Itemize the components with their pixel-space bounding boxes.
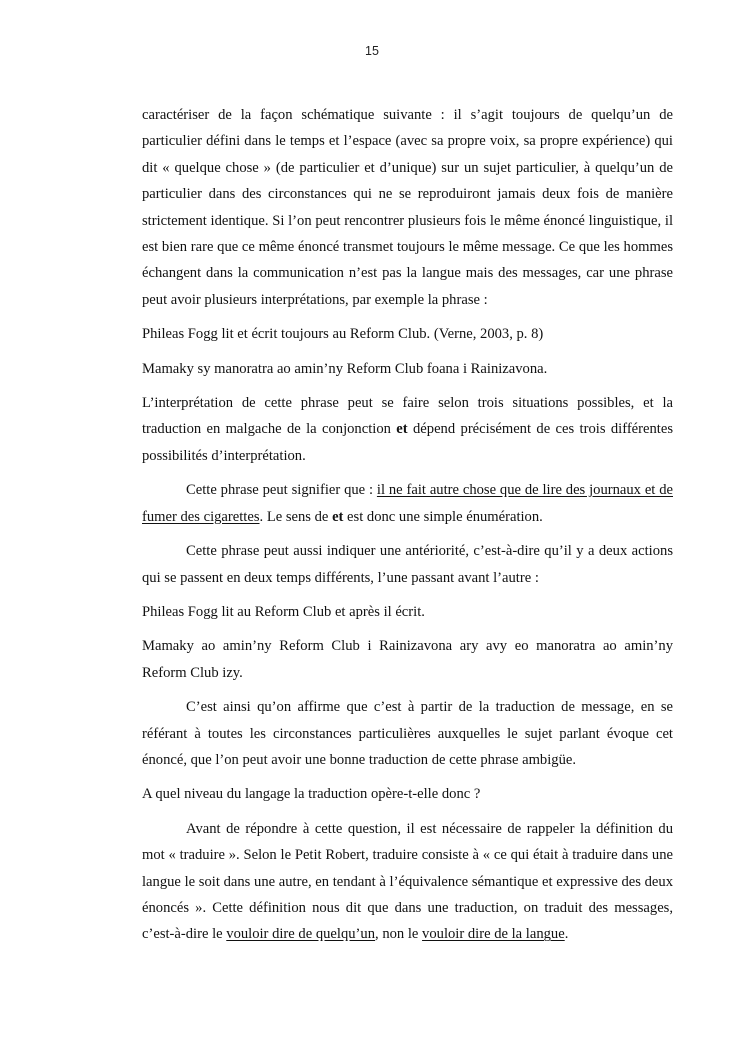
text-segment: Cette phrase peut signifier que :: [186, 482, 377, 499]
page-number: 15: [365, 44, 379, 58]
example-sentence-malagasy-2: Mamaky ao amin’ny Reform Club i Rainizavona ary avy eo manoratra ao amin’ny Reform Club izy.: [142, 638, 673, 681]
paragraph-continuation: caractériser de la façon schématique suivante : il s’agit toujours de quelqu’un de particulier défini dans le temps et l’espace (avec sa propre voix, sa propre expérience) qui dit « quelque chose » (de particulier et d’unique) sur un sujet particulier, à quelqu’un de particulier dans des circonstances qui ne se reproduiront jamais deux fois de manière strictement identique. Si l’on peut rencontrer plusieurs fois le même énoncé linguistique, il est bien rare que ce même énoncé transmet toujours le même message. Ce que les hommes échangent dans la communication n’est pas la langue mais des messages, car une phrase peut avoir plusieurs interprétations, par exemple la phrase :: [142, 107, 673, 308]
bold-conjunction: et: [396, 421, 408, 438]
paragraph-definition: [142, 816, 673, 948]
document-body: [142, 102, 673, 948]
paragraph-interpretation: [142, 390, 673, 469]
paragraph-enumeration: [142, 477, 673, 530]
text-segment: L’interprétation de cette phrase peut se faire selon trois situations possibles, et la traduction en malgache de la conjonction: [142, 395, 673, 438]
question-line: A quel niveau du langage la traduction opère-t-elle donc ?: [142, 786, 481, 803]
bold-conjunction: et: [332, 508, 344, 525]
text-segment: .: [564, 926, 569, 943]
text-segment: dépend précisément de ces trois différentes possibilités d’interprétation.: [142, 421, 673, 464]
underlined-phrase: vouloir dire de quelqu’un: [226, 926, 376, 943]
text-segment: . Le sens de: [259, 508, 333, 525]
example-sentence-french-2: Phileas Fogg lit au Reform Club et après il écrit.: [142, 603, 425, 620]
example-sentence-french: Phileas Fogg lit et écrit toujours au Reform Club. (Verne, 2003, p. 8): [142, 326, 544, 343]
underlined-phrase: il ne fait autre chose que de lire des journaux et de fumer des cigarettes: [142, 482, 673, 525]
underlined-phrase: vouloir dire de la langue: [422, 926, 565, 943]
paragraph-conclusion: C’est ainsi qu’on affirme que c’est à partir de la traduction de message, en se référant à toutes les circonstances particulières auxquelles le sujet parlant évoque cet énoncé, que l’on peut avoir une bonne traduction de cette phrase ambigüe.: [142, 699, 673, 768]
text-segment: , non le: [375, 926, 423, 943]
example-sentence-malagasy: Mamaky sy manoratra ao amin’ny Reform Club foana i Rainizavona.: [142, 360, 548, 377]
text-segment: Avant de répondre à cette question, il est nécessaire de rappeler la définition du mot « traduire ». Selon le Petit Robert, traduire consiste à « ce qui était à traduire dans une langue le soit dans une autre, en tendant à l’équivalence sémantique et expressive des deux énoncés ». Cette définition nous dit que dans une traduction, on traduit des messages, c’est-à-dire le: [142, 820, 673, 943]
paragraph-anteriority: Cette phrase peut aussi indiquer une antériorité, c’est-à-dire qu’il y a deux actions qui se passent en deux temps différents, l’une passant avant l’autre :: [142, 543, 673, 586]
text-segment: est donc une simple énumération.: [343, 508, 543, 525]
